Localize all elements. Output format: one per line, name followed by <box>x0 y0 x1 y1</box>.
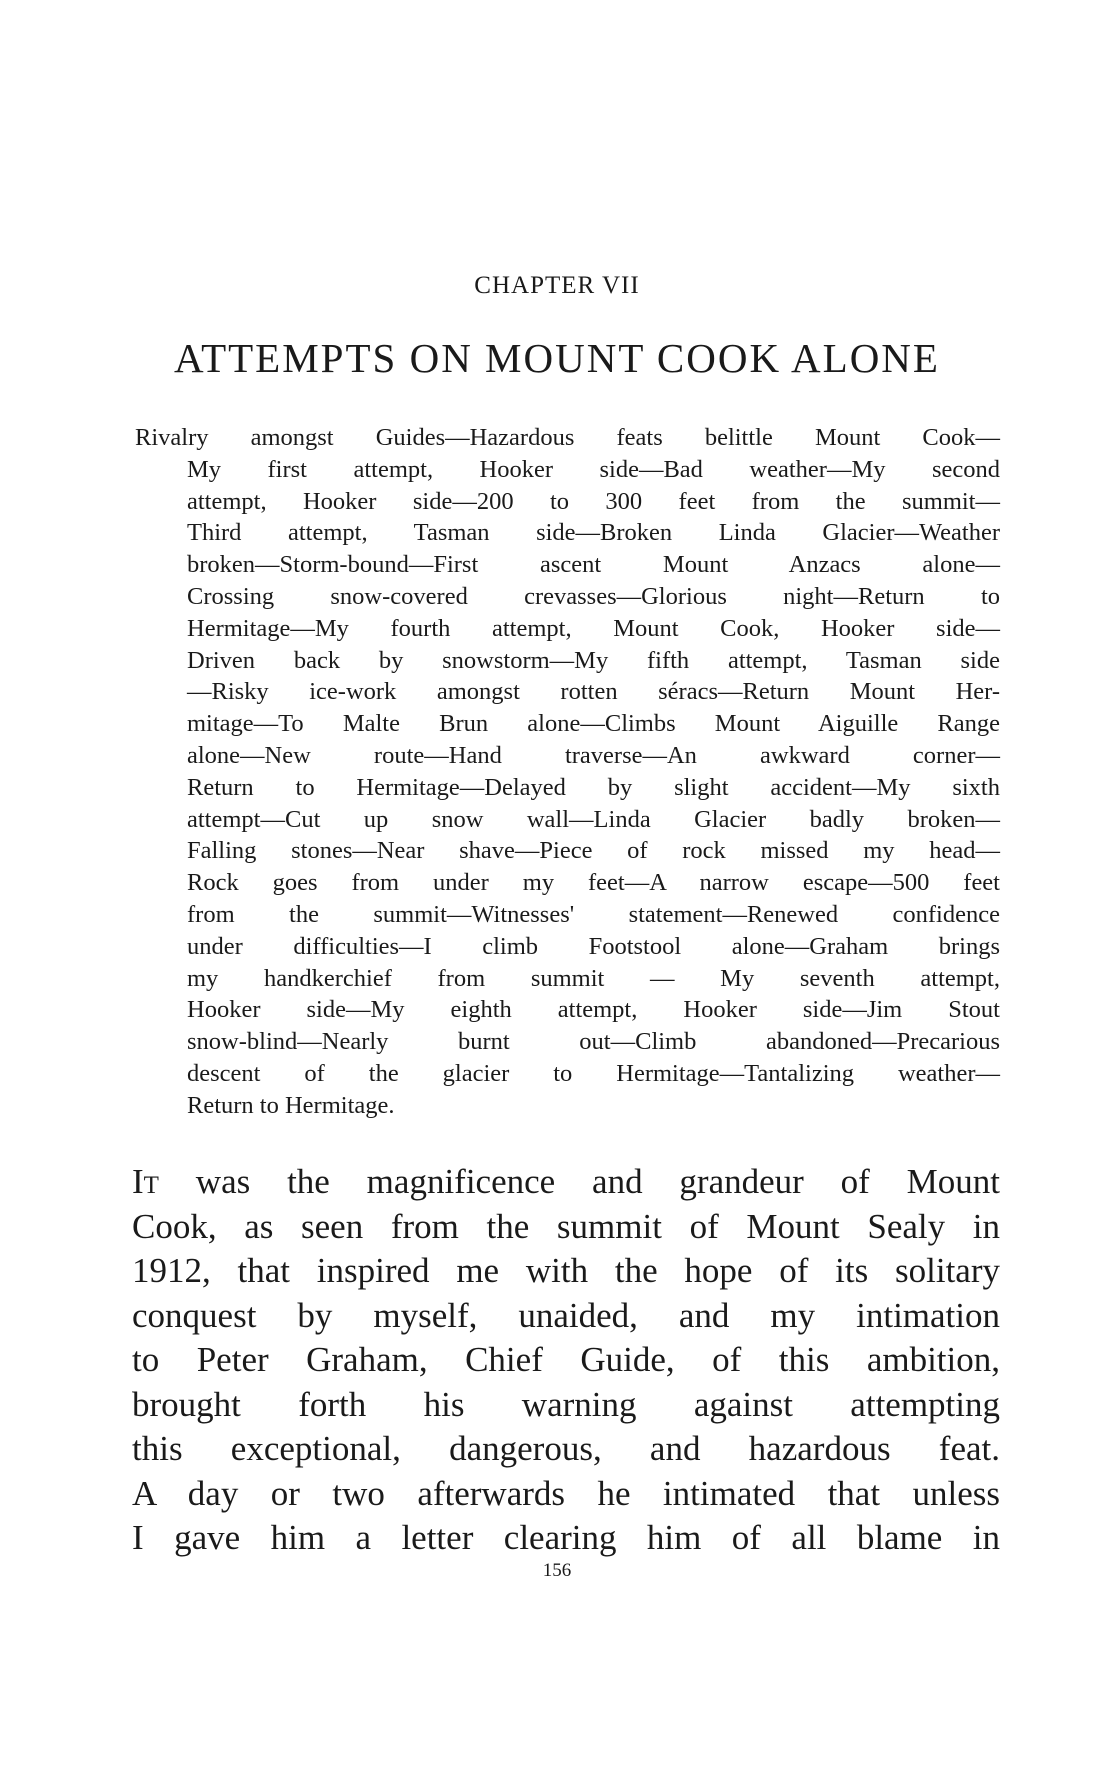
body-line: conquest by myself, unaided, and my intimation <box>132 1295 1000 1335</box>
synopsis-line: Return to Hermitage. <box>187 1091 395 1119</box>
drop-word: It <box>132 1162 159 1201</box>
first-line-text: was the magnificence and grandeur of Mount <box>158 1162 1000 1201</box>
body-line: brought forth his warning against attempting <box>132 1384 1000 1424</box>
synopsis-line: attempt—Cut up snow wall—Linda Glacier badly broken— <box>187 805 1000 833</box>
synopsis-line: alone—New route—Hand traverse—An awkward corner— <box>187 741 1000 769</box>
synopsis-line: Driven back by snowstorm—My fifth attempt, Tasman side <box>187 646 1000 674</box>
body-line: this exceptional, dangerous, and hazardous feat. <box>132 1429 1000 1468</box>
body-line: Cook, as seen from the summit of Mount Sealy in <box>132 1206 1000 1246</box>
synopsis-line: snow-blind—Nearly burnt out—Climb abandoned—Precarious <box>187 1028 1000 1056</box>
body-line: to Peter Graham, Chief Guide, of this ambition, <box>132 1340 1000 1379</box>
synopsis-line: Hooker side—My eighth attempt, Hooker side—Jim Stout <box>187 996 1000 1024</box>
synopsis-line: Rock goes from under my feet—A narrow escape—500 feet <box>187 869 1000 897</box>
synopsis-line: Falling stones—Near shave—Piece of rock missed my head— <box>187 837 1000 865</box>
synopsis-line: —Risky ice-work amongst rotten séracs—Return Mount Her- <box>187 678 1000 706</box>
synopsis-line: from the summit—Witnesses' statement—Renewed confidence <box>187 900 1000 928</box>
page-number: 156 <box>542 1560 572 1581</box>
synopsis-line: under difficulties—I climb Footstool alone—Graham brings <box>187 932 1000 960</box>
chapter-title: ATTEMPTS ON MOUNT COOK ALONE <box>174 335 940 381</box>
body-paragraph <box>132 1160 1000 1561</box>
body-line: 1912, that inspired me with the hope of its solitary <box>132 1251 1000 1290</box>
synopsis-line: My first attempt, Hooker side—Bad weather—My second <box>187 455 1000 483</box>
synopsis-line: broken—Storm-bound—First ascent Mount Anzacs alone— <box>187 551 1000 579</box>
synopsis-line: Third attempt, Tasman side—Broken Linda Glacier—Weather <box>187 519 1000 547</box>
synopsis-line: Return to Hermitage—Delayed by slight accident—My sixth <box>187 773 1000 801</box>
synopsis-line: attempt, Hooker side—200 to 300 feet from the summit— <box>187 487 1000 515</box>
chapter-label: CHAPTER VII <box>474 272 640 299</box>
body-line: I gave him a letter clearing him of all blame in <box>132 1518 1000 1557</box>
synopsis-line: mitage—To Malte Brun alone—Climbs Mount Aiguille Range <box>187 710 1000 738</box>
chapter-synopsis <box>135 422 1000 1122</box>
synopsis-line: Rivalry amongst Guides—Hazardous feats belittle Mount Cook— <box>135 424 1000 451</box>
synopsis-line: my handkerchief from summit — My seventh attempt, <box>187 964 1000 992</box>
synopsis-line: Hermitage—My fourth attempt, Mount Cook, Hooker side— <box>187 614 1000 642</box>
body-line <box>132 1160 1000 1205</box>
synopsis-line: descent of the glacier to Hermitage—Tantalizing weather— <box>187 1059 1000 1087</box>
body-line: A day or two afterwards he intimated that unless <box>132 1473 1000 1513</box>
synopsis-line: Crossing snow-covered crevasses—Glorious night—Return to <box>187 582 1000 610</box>
